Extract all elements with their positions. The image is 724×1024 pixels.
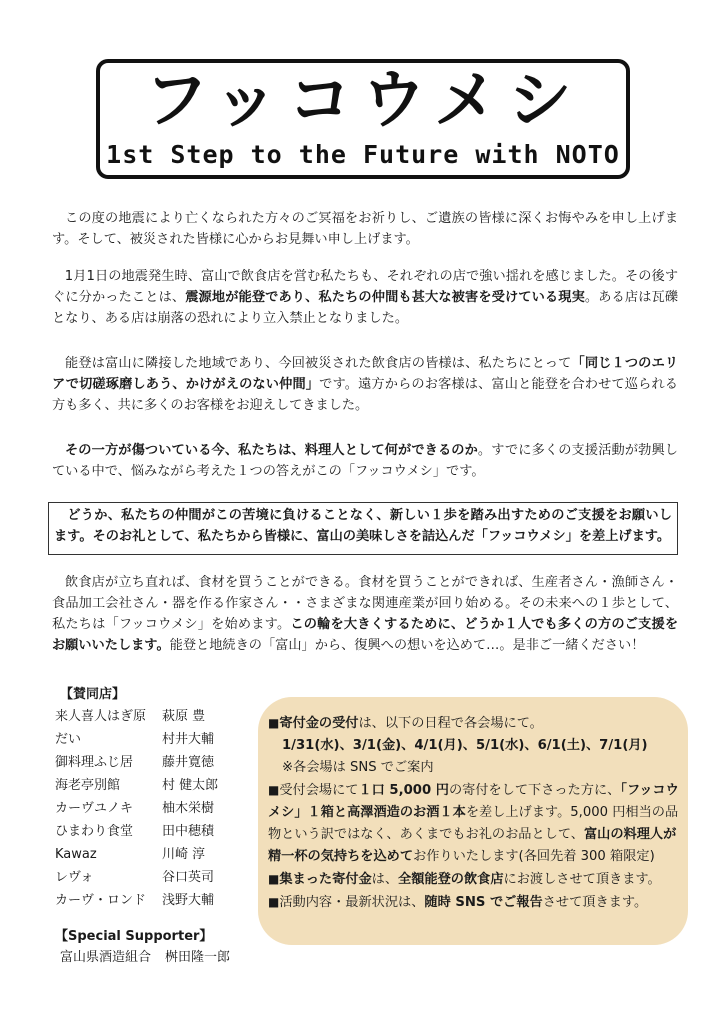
paragraph-text: 1月1日の地震発生時、富山で飲食店を営む私たちも、それぞれの店で強い揺れを感じました。その後すぐに分かったことは、	[52, 269, 679, 305]
info-text: の寄付をして下さった方に、	[448, 783, 621, 798]
chef-name: 柚木栄樹	[162, 801, 215, 816]
chef-name: 浅野大輔	[162, 893, 215, 908]
shop-name: ひまわり食堂	[55, 824, 134, 839]
paragraph-text: です。遠方からのお客様は、富山と能登を合わせて巡られる方も多く、共に多くのお客様をお迎えしてきました。	[52, 377, 678, 413]
square-bullet-icon: ■	[268, 872, 280, 886]
info-emphasis: 全額能登の飲食店	[398, 872, 504, 887]
special-supporter-title: 【Special Supporter】	[55, 929, 213, 944]
paragraph-future	[52, 572, 678, 656]
info-text: は、以下の日程で各会場にて。	[358, 716, 543, 731]
info-text: お作りいたします(各回先着 300 箱限定)	[413, 849, 655, 864]
shop-name: Kawaz	[55, 847, 97, 862]
paragraph-text: 飲食店が立ち直れば、食材を買うことができる。食材を買うことができれば、生産者さん・漁師さん・食品加工会社さん・器を作る作家さん・・さまざまな関連産業が回り始める。その未来への１歩として、私たちは「フッコウメシ」を始めます。	[52, 575, 679, 632]
info-text: は、	[371, 872, 399, 887]
info-emphasis: 富山の料理人が精一杯の気持ちを込めて	[268, 827, 677, 864]
donation-info	[268, 712, 680, 914]
paragraph-text: 能登は富山に隣接した地域であり、今回被災された飲食店の皆様は、私たちにとって	[65, 356, 572, 371]
special-person: 桝田隆一郎	[165, 950, 231, 965]
info-emphasis: 寄付金の受付	[279, 716, 359, 731]
paragraph-emphasis: どうか、私たちの仲間がこの苦境に負けることなく、新しい１歩を踏み出すためのご支援をお願いします。そのお礼として、私たちから皆様に、富山の美味しさを詰込んだ「フッコウメシ」を差上げます。	[54, 508, 672, 544]
paragraph-answer	[52, 440, 678, 482]
shop-name: 御料理ふじ居	[55, 755, 134, 770]
chef-name: 萩原 豊	[162, 709, 206, 724]
info-emphasis: 随時 SNS でご報告	[424, 895, 543, 910]
shop-name: カーヴユノキ	[55, 801, 134, 816]
paragraph-text: 能登と地続きの「富山」から、復興への想いを込めて…。是非ご一緒ください！	[169, 638, 645, 653]
info-line	[268, 779, 680, 868]
chef-name: 村 健太郎	[162, 778, 219, 793]
paragraph-noto	[52, 353, 678, 416]
shop-name: だい	[55, 732, 82, 747]
shop-name: カーヴ・ロンド	[55, 893, 147, 908]
chef-name: 谷口英司	[162, 870, 215, 885]
square-bullet-icon: ■	[268, 783, 280, 797]
info-emphasis: １口 5,000 円	[358, 783, 449, 798]
supporters-title: 【賛同店】	[60, 687, 126, 702]
info-line	[268, 868, 680, 891]
info-emphasis: 「フッコウメシ」１箱と高澤酒造のお酒１本	[268, 783, 679, 820]
info-emphasis: 集まった寄付金	[279, 872, 372, 887]
paragraph-emphasis: 「同じ１つのエリアで切磋琢磨しあう、かけがえのない仲間」	[52, 356, 679, 392]
info-line	[268, 712, 680, 735]
square-bullet-icon: ■	[268, 895, 280, 909]
page-title: フッコウメシ	[144, 64, 582, 138]
info-dates	[268, 735, 680, 757]
info-text: にお渡しさせて頂きます。	[503, 872, 661, 887]
chef-name: 川崎 淳	[162, 847, 206, 862]
info-emphasis: 1/31(水)、3/1(金)、4/1(月)、5/1(水)、6/1(土)、7/1(月)	[282, 738, 648, 753]
paragraph-condolence	[52, 208, 678, 250]
paragraph-text: この度の地震により亡くなられた方々のご冥福をお祈りし、ご遺族の皆様に深くお悔やみを申し上げます。そして、被災された皆様に心からお見舞い申し上げます。	[52, 211, 679, 247]
chef-name: 村井大輔	[162, 732, 215, 747]
info-note	[268, 757, 680, 779]
paragraph-text: 。すでに多くの支援活動が勃興している中で、悩みながら考えた１つの答えがこの「フッコウメシ」です。	[52, 443, 678, 479]
page-subtitle: 1st Step to the Future with NOTO	[106, 140, 620, 169]
info-text: させて頂きます。	[542, 895, 648, 910]
shop-name: 来人喜人はぎ原	[55, 709, 147, 724]
paragraph-earthquake	[52, 266, 678, 329]
shop-name: レヴォ	[55, 870, 94, 885]
paragraph-emphasis: 震源地が能登であり、私たちの仲間も甚大な被害を受けている現実	[185, 290, 585, 305]
special-supporter	[60, 948, 244, 967]
info-line	[268, 891, 680, 914]
info-text: 受付会場にて	[279, 783, 359, 798]
special-org: 富山県酒造組合	[60, 950, 152, 965]
paragraph-appeal	[54, 505, 672, 547]
shop-name: 海老亭別館	[55, 778, 121, 793]
chef-name: 田中穂積	[162, 824, 215, 839]
square-bullet-icon: ■	[268, 716, 280, 730]
chef-name: 藤井寛徳	[162, 755, 215, 770]
paragraph-text: 。ある店は瓦礫となり、ある店は崩落の恐れにより立入禁止となりました。	[52, 290, 679, 326]
paragraph-emphasis: その一方が傷ついている今、私たちは、料理人として何ができるのか	[64, 443, 478, 458]
info-text: ※各会場は SNS でご案内	[282, 760, 434, 775]
paragraph-emphasis: この輪を大きくするために、どうか１人でも多くの方のご支援をお願いいたします。	[52, 617, 679, 653]
info-text: 活動内容・最新状況は、	[279, 895, 425, 910]
info-text: を差し上げます。5,000 円相当の品物という訳ではなく、あくまでもお礼のお品として、	[268, 805, 679, 842]
